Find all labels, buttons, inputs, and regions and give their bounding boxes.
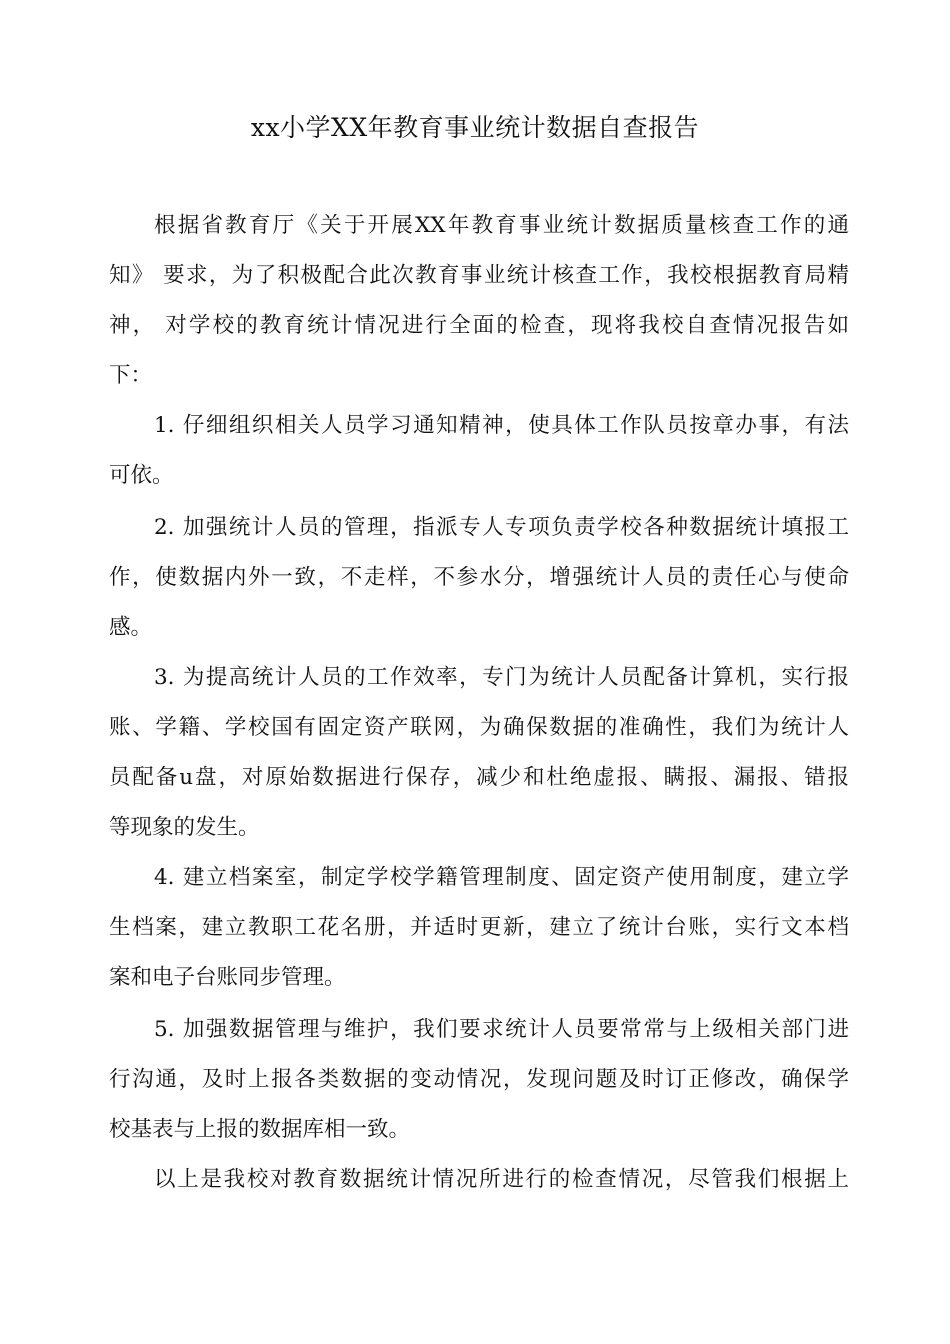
- paragraph-line: 知》 要求，为了积极配合此次教育事业统计核查工作，我校根据教育局精: [109, 263, 849, 288]
- list-item-line: 2. 加强统计人员的管理，指派专人专项负责学校各种数据统计填报工: [154, 515, 849, 540]
- paragraph-line: 以上是我校对教育数据统计情况所进行的检查情况，尽管我们根据上: [154, 1167, 849, 1192]
- paragraph-line: 根据省教育厅《关于开展XX年教育事业统计数据质量核查工作的通: [154, 213, 849, 238]
- paragraph-line: 神， 对学校的教育统计情况进行全面的检查，现将我校自查情况报告如: [109, 313, 849, 338]
- document-title: xx小学XX年教育事业统计数据自查报告: [250, 113, 700, 142]
- list-item-line: 等现象的发生。: [109, 815, 260, 840]
- list-item-line: 1. 仔细组织相关人员学习通知精神，使具体工作队员按章办事，有法: [154, 413, 849, 438]
- list-item-line: 3. 为提高统计人员的工作效率，专门为统计人员配备计算机，实行报: [154, 665, 849, 690]
- list-item-line: 案和电子台账同步管理。: [109, 965, 346, 990]
- list-item-line: 生档案，建立教职工花名册，并适时更新，建立了统计台账，实行文本档: [109, 915, 849, 940]
- list-item-line: 账、学籍、学校国有固定资产联网，为确保数据的准确性，我们为统计人: [109, 715, 849, 740]
- list-item-line: 5. 加强数据管理与维护，我们要求统计人员要常常与上级相关部门进: [154, 1017, 849, 1042]
- list-item-line: 可依。: [109, 463, 174, 488]
- list-item-line: 4. 建立档案室，制定学校学籍管理制度、固定资产使用制度，建立学: [154, 865, 849, 890]
- list-item-line: 行沟通，及时上报各类数据的变动情况，发现问题及时订正修改，确保学: [109, 1067, 849, 1092]
- list-item-line: 感。: [109, 615, 153, 640]
- list-item-line: 员配备u盘，对原始数据进行保存，减少和杜绝虚报、瞒报、漏报、错报: [109, 765, 849, 790]
- list-item-line: 校基表与上报的数据库相一致。: [109, 1117, 411, 1142]
- paragraph-line: 下：: [109, 363, 153, 388]
- list-item-line: 作，使数据内外一致，不走样，不参水分，增强统计人员的责任心与使命: [109, 565, 849, 590]
